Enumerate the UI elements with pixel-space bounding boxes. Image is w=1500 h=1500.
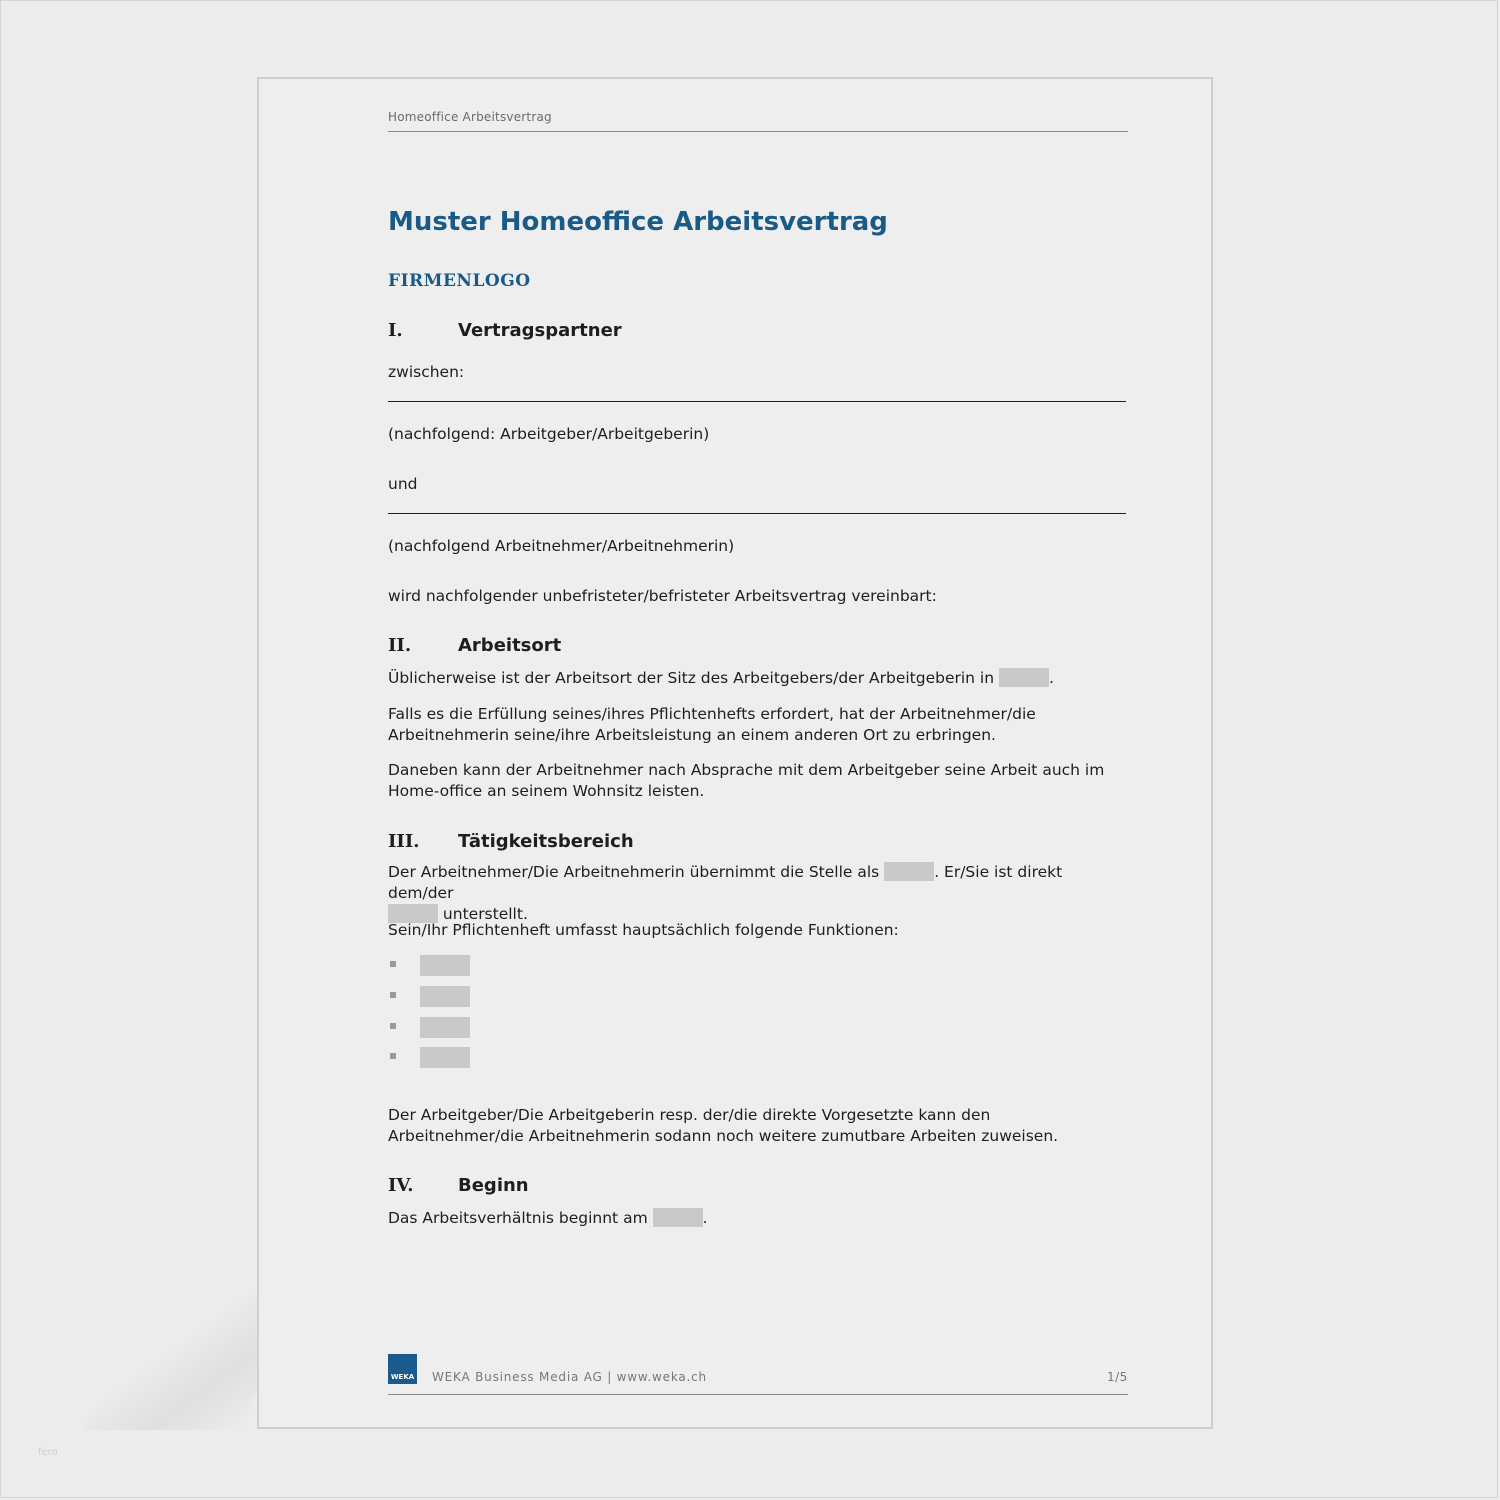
section-heading-arbeitsort (388, 635, 561, 656)
text: . (702, 1209, 708, 1227)
corner-mark: fero (38, 1447, 58, 1458)
section-heading-beginn (388, 1175, 529, 1196)
section-number: I. (388, 320, 403, 341)
function-field[interactable] (420, 1047, 470, 1068)
text: . (1048, 669, 1054, 687)
paragraph-pflichtenheft: Sein/Ihr Pflichtenheft umfasst hauptsächlich folgende Funktionen: (388, 921, 899, 939)
function-field[interactable] (420, 1017, 470, 1038)
employer-signature-line (388, 401, 1126, 402)
employee-signature-line (388, 513, 1126, 514)
running-header: Homeoffice Arbeitsvertrag (388, 110, 552, 124)
location-field[interactable] (999, 668, 1049, 687)
logo-placeholder: FIRMENLOGO (388, 271, 531, 291)
section-heading-vertragspartner (388, 320, 622, 341)
text: unterstellt. (438, 905, 528, 923)
function-field[interactable] (420, 986, 470, 1007)
section-number: III. (388, 831, 420, 852)
paragraph-zwischen: zwischen: (388, 363, 465, 381)
footer-publisher: WEKA Business Media AG | www.weka.ch (432, 1370, 707, 1384)
section-number: IV. (388, 1175, 414, 1196)
header-rule (388, 131, 1128, 132)
paragraph-position (388, 862, 1128, 925)
section-title: Vertragspartner (458, 320, 622, 341)
document-title: Muster Homeoffice Arbeitsvertrag (388, 207, 888, 237)
bullet-icon (390, 1023, 396, 1029)
employer-caption: (nachfolgend: Arbeitgeber/Arbeitgeberin) (388, 425, 710, 443)
position-field[interactable] (884, 862, 934, 881)
paragraph-und: und (388, 475, 418, 493)
paragraph-agreement: wird nachfolgender unbefristeter/befristeter Arbeitsvertrag vereinbart: (388, 587, 937, 605)
section-title: Arbeitsort (458, 635, 562, 656)
footer-rule (388, 1394, 1128, 1395)
paragraph-weitere-arbeiten: Der Arbeitgeber/Die Arbeitgeberin resp. der/die direkte Vorgesetzte kann den Arbeitnehmer/die Arbeitnehmerin sodann noch weitere zumutbare Arbeiten zuweisen. (388, 1106, 1059, 1145)
bullet-icon (390, 992, 396, 998)
paragraph-arbeitsort-other: Falls es die Erfüllung seines/ihres Pflichtenhefts erfordert, hat der Arbeitnehmer/die Arbeitnehmerin seine/ihre Arbeitsleistung an einem anderen Ort zu erbringen. (388, 705, 1036, 744)
paragraph-arbeitsort-location (388, 668, 1128, 689)
weka-logo (388, 1354, 417, 1384)
bullet-icon (390, 1053, 396, 1059)
text: Üblicherweise ist der Arbeitsort der Sitz des Arbeitgebers/der Arbeitgeberin in (388, 669, 999, 687)
employee-caption: (nachfolgend Arbeitnehmer/Arbeitnehmerin) (388, 537, 735, 555)
text: . Er/Sie ist direkt dem/der (388, 863, 1063, 902)
section-number: II. (388, 635, 412, 656)
document-page (257, 77, 1213, 1429)
text: Der Arbeitnehmer/Die Arbeitnehmerin übernimmt die Stelle als (388, 863, 885, 881)
section-title: Tätigkeitsbereich (458, 831, 634, 852)
logo-text: WEKA (390, 1373, 415, 1381)
paragraph-beginn (388, 1208, 1128, 1229)
section-heading-taetigkeitsbereich (388, 831, 634, 852)
text: Das Arbeitsverhältnis beginnt am (388, 1209, 653, 1227)
section-title: Beginn (458, 1175, 529, 1196)
function-field[interactable] (420, 955, 470, 976)
paragraph-homeoffice: Daneben kann der Arbeitnehmer nach Absprache mit dem Arbeitgeber seine Arbeit auch im Home-office an seinem Wohnsitz leisten. (388, 761, 1105, 800)
page-number: 1/5 (1107, 1370, 1128, 1384)
bullet-icon (390, 961, 396, 967)
start-date-field[interactable] (653, 1208, 703, 1227)
